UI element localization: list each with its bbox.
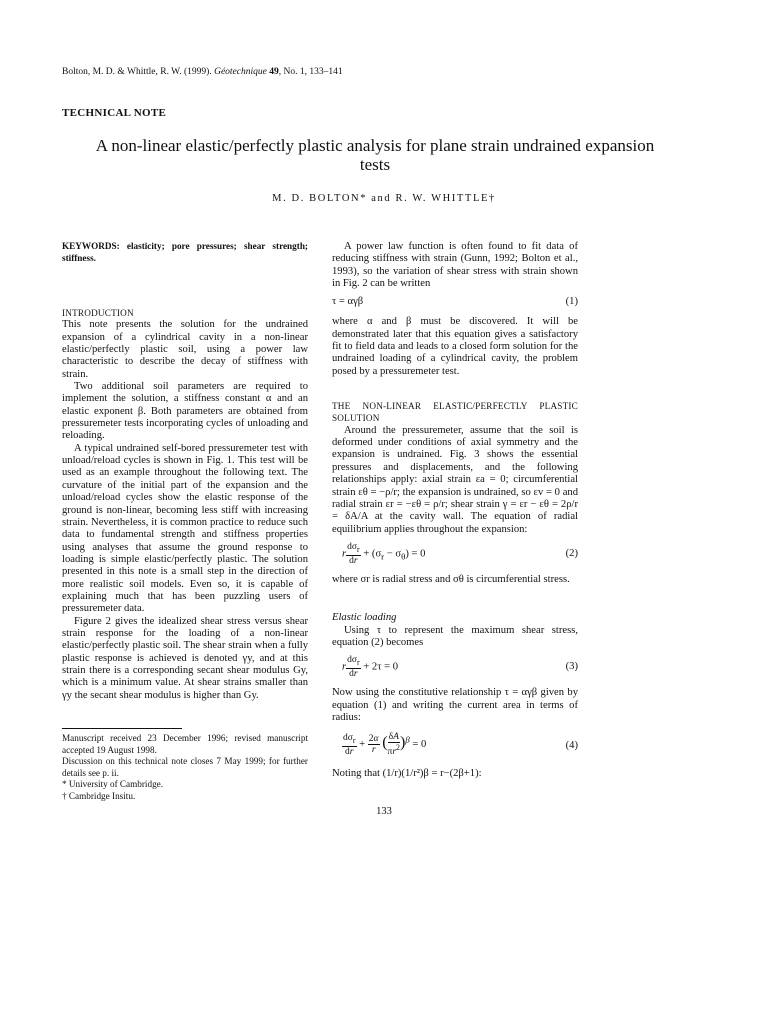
intro-paragraph-2: Two additional soil parameters are required to implement the solution, a stiffness constant α and an elastic exponent β. Both parameters are obtained from pressuremeter tests incorporating cycles of unloading and reloading.: [62, 381, 308, 442]
author-line: M. D. BOLTON* and R. W. WHITTLE†: [272, 193, 496, 204]
equation-3-number: (3): [565, 661, 578, 673]
section-heading-solution: THE NON-LINEAR ELASTIC/PERFECTLY PLASTIC SOLUTION: [332, 401, 578, 424]
keywords: KEYWORDS: elasticity; pore pressures; shear strength; stiffness.: [62, 241, 308, 263]
intro-paragraph-1: This note presents the solution for the undrained expansion of a cylindrical cavity in a non-linear elastic/perfectly plastic soil, using a power law characteristic to describe the decay of stiffness with strain.: [62, 319, 308, 380]
article-type-label: TECHNICAL NOTE: [62, 107, 167, 119]
equation-2: [332, 540, 578, 574]
intro-paragraph-3: A typical undrained self-bored pressuremeter test with unload/reload cycles is shown in Fig. 1. This test will be used as an example throughout the following text. The curvature of the initial part of the expansion and the unload/reload cycles show the elastic response of the ground is non-linear, becoming less stiff with increasing strain. Nevertheless, it is common practice to reduce such data to fundamental strength and stiffness properties using analyses that assume the ground response to loading is simple elastic/perfectly plastic. The solution presented in this note is a small step in the direction of more realistic soil models. Even so, it is capable of explaining much that has been puzzling users of pressuremeter data.: [62, 442, 308, 615]
footnote-rule: [62, 728, 182, 729]
section-heading-introduction: INTRODUCTION: [62, 308, 134, 318]
subheading-elastic-loading: Elastic loading: [332, 612, 397, 624]
equation-1-number: (1): [565, 296, 578, 308]
right-paragraph-3: Around the pressuremeter, assume that the soil is deformed under conditions of axial symmetry and the expansion is undrained. Fig. 3 shows the essential pressures and displacements, and the following relationships apply: axial strain εa = 0; circumferential strain εθ = −ρ/r; the expansion is undrained, so εv = 0 and radial strain εr = −εθ = ρ/r; shear strain γ = εr − εθ = 2ρ/r = δA/A at the cavity wall. The equation of radial equilibrium applies throughout the expansion:: [332, 424, 578, 535]
footnote-affiliation-1: * University of Cambridge.: [62, 779, 164, 789]
right-paragraph-7: Noting that (1/r)(1/r²)β = r−(2β+1):: [332, 768, 482, 780]
citation-journal: Géotechnique: [214, 67, 267, 77]
right-column: [332, 241, 578, 781]
footnote-received: Manuscript received 23 December 1996; revised manuscript accepted 19 August 1998.: [62, 733, 308, 755]
footnote-discussion: Discussion on this technical note closes 7 May 1999; for further details see p. ii.: [62, 756, 308, 778]
right-paragraph-6: Now using the constitutive relationship τ = αγβ given by equation (1) and writing the current area in terms of radius:: [332, 687, 578, 723]
right-paragraph-2: where α and β must be discovered. It will be demonstrated later that this equation gives a satisfactory fit to field data and leads to a closed form solution for the undrained loading of a cylindrical cavity, the problem posed by a pressuremeter test.: [332, 316, 578, 377]
equation-2-number: (2): [565, 547, 578, 559]
equation-4-number: (4): [565, 740, 578, 752]
right-paragraph-5: Using τ to represent the maximum shear stress, equation (2) becomes: [332, 624, 578, 648]
citation-issue-pages: , No. 1, 133–141: [278, 67, 343, 77]
equation-1: [332, 294, 578, 316]
citation-authors: Bolton, M. D. & Whittle, R. W. (1999).: [62, 67, 215, 77]
equation-4-body: $\frac{d\sigma_r}{dr}$ + $\frac{2\alpha}{r}$ ( $\frac{\delta A}{\pi r^2}$ )$^\beta$ = 0: [343, 732, 427, 758]
equation-3-body: r $\frac{d\sigma_r}{dr}$ + 2τ = 0: [342, 655, 399, 680]
right-paragraph-4: where σr is radial stress and σθ is circumferential stress.: [332, 573, 570, 585]
right-paragraph-1: A power law function is often found to fit data of reducing stiffness with strain (Gunn, 1992; Bolton et al., 1993), so the variation of shear stress with strain shown in Fig. 2 can be written: [332, 241, 578, 290]
citation-volume: 49: [266, 67, 279, 77]
intro-paragraph-4: Figure 2 gives the idealized shear stress versus shear strain response for the loading of a non-linear elastic/perfectly plastic soil. The shear strain when a fully plastic response is achieved is denoted γy, and at this strain there is a corresponding secant shear modulus Gy, which is a minimum value. At shear strains smaller than γy the secant shear modulus is higher than Gy.: [62, 615, 308, 701]
left-column: [62, 241, 308, 802]
equation-1-body: τ = αγβ: [332, 296, 364, 308]
footnote-affiliation-2: † Cambridge Insitu.: [62, 790, 136, 801]
equation-2-body: r $\frac{d\sigma_r}{dr}$ + $(\sigma_r - \sigma_\theta) = 0$: [342, 541, 426, 566]
equation-4: [332, 728, 578, 768]
paper-title: A non-linear elastic/perfectly plastic analysis for plane strain undrained expansion tests: [95, 136, 655, 174]
equation-3: [332, 653, 578, 687]
page-number: 133: [376, 806, 392, 817]
journal-citation: [62, 67, 343, 77]
